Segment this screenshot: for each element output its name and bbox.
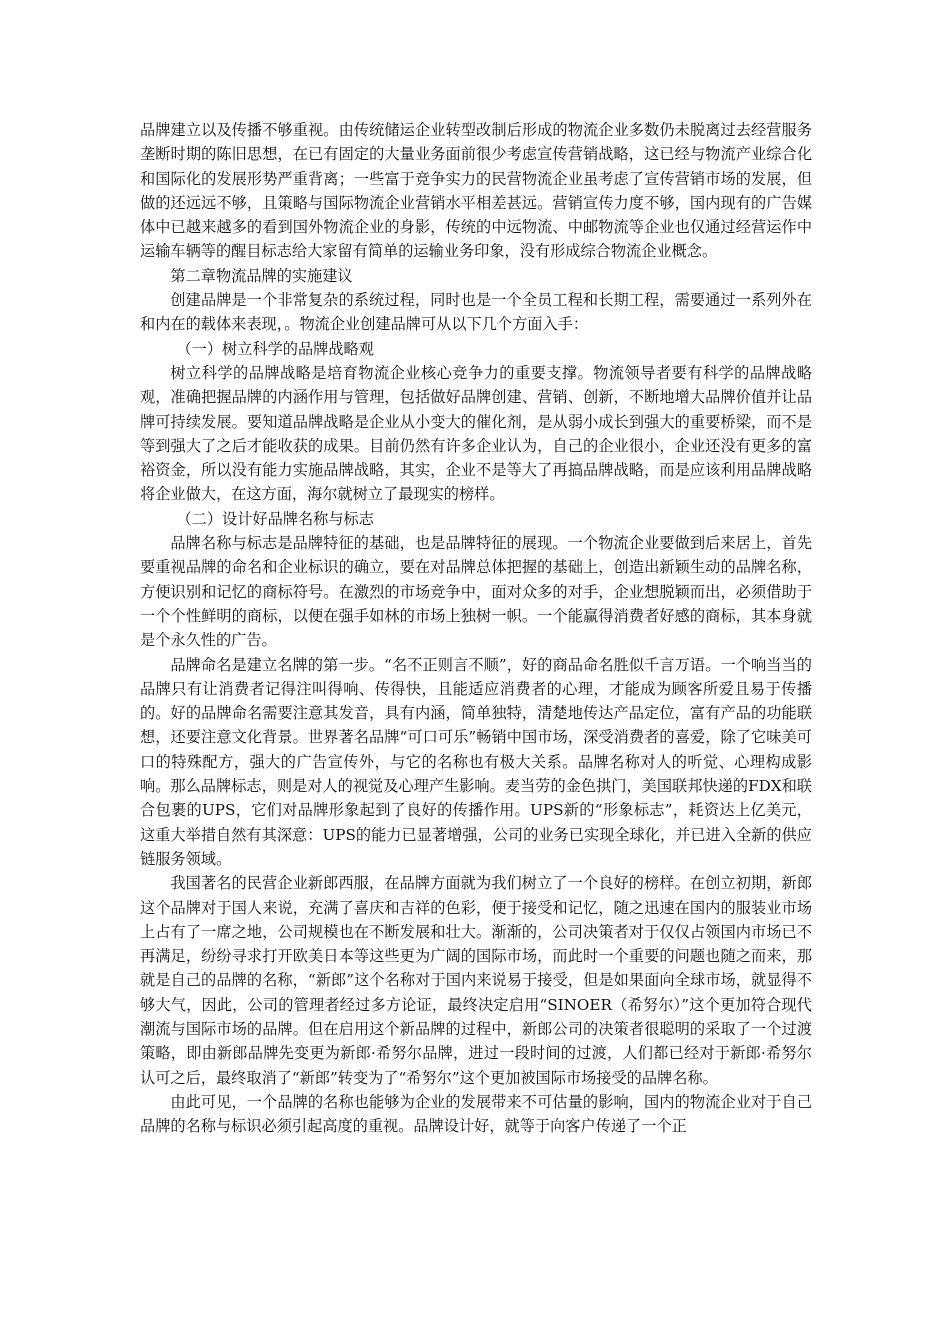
document-page bbox=[140, 118, 812, 1138]
paragraph-strategy: 树立科学的品牌战略是培育物流企业核心竞争力的重要支撑。物流领导者要有科学的品牌战略观，准确把握品牌的内涵作用与管理，包括做好品牌创建、营销、创新，不断地增大品牌价值并让品牌可持续发展。要知道品牌战略是企业从小变大的催化剂，是从弱小成长到强大的重要桥梁，而不是等到强大了之后才能收获的成果。目前仍然有许多企业认为，自己的企业很小，企业还没有更多的富裕资金，所以没有能力实施品牌战略，其实，企业不是等大了再搞品牌战略，而是应该利用品牌战略将企业做大，在这方面，海尔就树立了最现实的榜样。 bbox=[140, 363, 812, 504]
paragraph-name-logo: 品牌名称与标志是品牌特征的基础，也是品牌特征的展现。一个物流企业要做到后来居上，首先要重视品牌的命名和企业标识的确立，要在对品牌总体把握的基础上，创造出新颖生动的品牌名称，方便识别和记忆的商标符号。在激烈的市场竞争中，面对众多的对手，企业想脱颖而出，必须借助于一个个性鲜明的商标，以便在强手如林的市场上独树一帜。一个能赢得消费者好感的商标，其本身就是个永久性的广告。 bbox=[140, 534, 812, 650]
chapter-heading: 第二章物流品牌的实施建议 bbox=[170, 266, 353, 285]
paragraph-naming: 品牌命名是建立名牌的第一步。“名不正则言不顺”，好的商品命名胜似千言万语。一个响当当的品牌只有让消费者记得注叫得响、传得快，且能适应消费者的心理，才能成为顾客所爱且易于传播的。好的品牌命名需要注意其发音，具有内涵，简单独特，清楚地传达产品定位，富有产品的功能联想，还要注意文化背景。世界著名品牌“可口可乐”畅销中国市场，深受消费者的喜爱，除了它味美可口的特殊配方，强大的广告宣传外，与它的名称也有极大关系。品牌名称对人的听觉、心理构成影响。那么品牌标志，则是对人的视觉及心理产生影响。麦当劳的金色拱门，美国联邦快递的FDX和联合包裹的UPS，它们对品牌形象起到了良好的传播作用。UPS新的“形象标志”，耗资达上亿美元，这重大举措自然有其深意：UPS的能力已显著增强，公司的业务已实现全球化，并已进入全新的供应链服务领域。 bbox=[140, 655, 812, 868]
section-heading-strategy: （一）树立科学的品牌战略观 bbox=[176, 339, 374, 358]
paragraph-intro: 创建品牌是一个非常复杂的系统过程，同时也是一个全员工程和长期工程，需要通过一系列外在和内在的载体来表现，。物流企业创建品牌可从以下几个方面入手： bbox=[140, 291, 812, 334]
paragraph-brand-awareness: 品牌建立以及传播不够重视。由传统储运企业转型改制后形成的物流企业多数仍未脱离过去经营服务垄断时期的陈旧思想，在已有固定的大量业务面前很少考虑宣传营销战略，这已经与物流产业综合化和国际化的发展形势严重背离；一些富于竞争实力的民营物流企业虽考虑了宣传营销市场的发展，但做的还远远不够，且策略与国际物流企业营销水平相差甚远。营销宣传力度不够，国内现有的广告媒体中已越来越多的看到国外物流企业的身影，传统的中远物流、中邮物流等企业也仅通过经营运作中运输车辆等的醒目标志给大家留有简单的运输业务印象，没有形成综合物流企业概念。 bbox=[140, 121, 812, 261]
paragraph-conclusion: 由此可见，一个品牌的名称也能够为企业的发展带来不可估量的影响，国内的物流企业对于自己品牌的名称与标识必须引起高度的重视。品牌设计好，就等于向客户传递了一个正 bbox=[140, 1092, 812, 1136]
section-heading-name-logo: （二）设计好品牌名称与标志 bbox=[176, 509, 374, 528]
paragraph-xinlang-example: 我国著名的民营企业新郎西服，在品牌方面就为我们树立了一个良好的榜样。在创立初期，新郎这个品牌对于国人来说，充满了喜庆和吉祥的色彩，便于接受和记忆，随之迅速在国内的服装业市场上占有了一席之地，公司规模也在不断发展和壮大。渐渐的，公司决策者对于仅仅占领国内市场已不再满足，纷纷寻求打开欧美日本等这些更为广阔的国际市场，而此时一个重要的问题也随之而来，那就是自己的品牌的名称，“新郎”这个名称对于国内来说易于接受，但是如果面向全球市场，就显得不够大气，因此，公司的管理者经过多方论证，最终决定启用“SINOER（希努尔）”这个更加符合现代潮流与国际市场的品牌。但在启用这个新品牌的过程中，新郎公司的决策者很聪明的采取了一个过渡策略，即由新郎品牌先变更为新郎·希努尔品牌，进过一段时间的过渡，人们都已经对于新郎·希努尔认可之后，最终取消了“新郎”转变为了“希努尔”这个更加被国际市场接受的品牌名称。 bbox=[140, 874, 812, 1087]
